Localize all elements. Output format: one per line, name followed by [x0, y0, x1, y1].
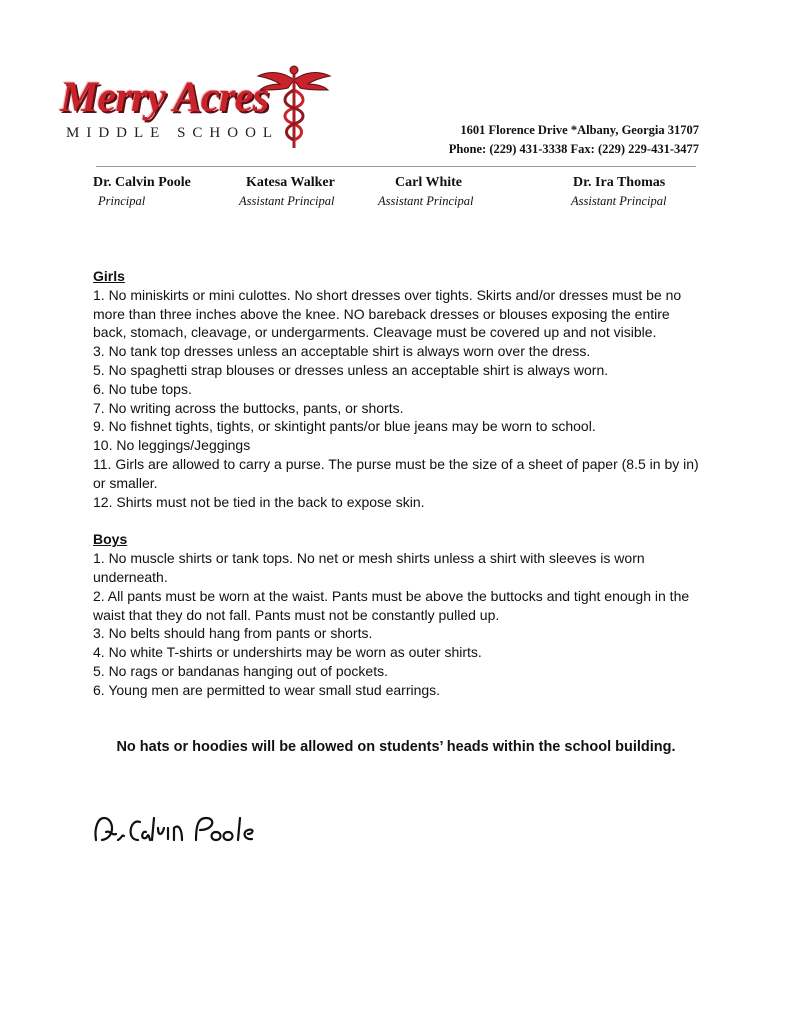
staff-principal	[93, 174, 191, 210]
phone-fax-line: Phone: (229) 431-3338 Fax: (229) 229-431-3477	[448, 142, 699, 156]
boys-rule: 2. All pants must be worn at the waist. Pants must be above the buttocks and tight enough in the waist that they do not fall. Pants must not be constantly pulled up.	[93, 587, 690, 623]
girls-rule: 9. No fishnet tights, tights, or skintight pants/or blue jeans may be worn to school.	[93, 418, 596, 435]
girls-rule: 5. No spaghetti strap blouses or dresses unless an acceptable shirt is always worn.	[93, 361, 609, 378]
staff-name: Carl White	[395, 175, 463, 190]
boys-rule: 1. No muscle shirts or tank tops. No net or mesh shirts unless a shirt with sleeves is worn underneath.	[93, 550, 645, 585]
boys-heading: Boys	[93, 531, 128, 548]
girls-rule: 10. No leggings/Jeggings	[93, 437, 251, 454]
boys-rule: 4. No white T-shirts or undershirts may be worn as outer shirts.	[93, 644, 482, 661]
school-address	[449, 121, 699, 159]
girls-rule: 1. No miniskirts or mini culottes. No short dresses over tights. Skirts and/or dresses must be no more than three inches above the knee. NO bareback dresses or blouses exposing the entire back, stomach, cleavage, or undergarments. Cleavage must be covered up and not visible.	[93, 286, 682, 341]
staff-name: Katesa Walker	[246, 175, 335, 190]
caduceus-icon	[254, 64, 334, 152]
staff-title: Assistant Principal	[239, 194, 335, 208]
boys-rule: 6. Young men are permitted to wear small stud earrings.	[93, 681, 441, 698]
school-logo	[58, 64, 338, 154]
staff-title: Principal	[98, 194, 146, 208]
girls-rule: 3. No tank top dresses unless an acceptable shirt is always worn over the dress.	[93, 343, 591, 360]
staff-name: Dr. Ira Thomas	[573, 175, 666, 190]
boys-rule: 5. No rags or bandanas hanging out of pockets.	[93, 662, 388, 679]
logo-subtitle: MIDDLE SCHOOL	[66, 125, 280, 141]
staff-title: Assistant Principal	[571, 194, 667, 208]
letterhead-divider	[96, 166, 696, 167]
boys-rule: 3. No belts should hang from pants or shorts.	[93, 625, 373, 642]
girls-rule: 6. No tube tops.	[93, 380, 192, 397]
girls-rule: 7. No writing across the buttocks, pants, or shorts.	[93, 399, 404, 416]
principal-signature	[92, 810, 292, 850]
address-line: 1601 Florence Drive *Albany, Georgia 31707	[460, 123, 699, 137]
staff-assistant-principal-2	[378, 174, 474, 210]
girls-rule: 12. Shirts must not be tied in the back to expose skin.	[93, 493, 425, 510]
staff-assistant-principal-1	[239, 174, 335, 210]
hats-hoodies-notice: No hats or hoodies will be allowed on students’ heads within the school building.	[116, 739, 676, 755]
staff-assistant-principal-3	[571, 174, 667, 210]
logo-title: Merry Acres	[60, 74, 269, 121]
girls-rule: 11. Girls are allowed to carry a purse. The purse must be the size of a sheet of paper (8.5 in by in) or smaller.	[93, 455, 699, 491]
staff-title: Assistant Principal	[378, 194, 474, 208]
staff-name: Dr. Calvin Poole	[93, 175, 191, 190]
dress-code-body	[93, 267, 699, 700]
girls-heading: Girls	[93, 268, 125, 284]
